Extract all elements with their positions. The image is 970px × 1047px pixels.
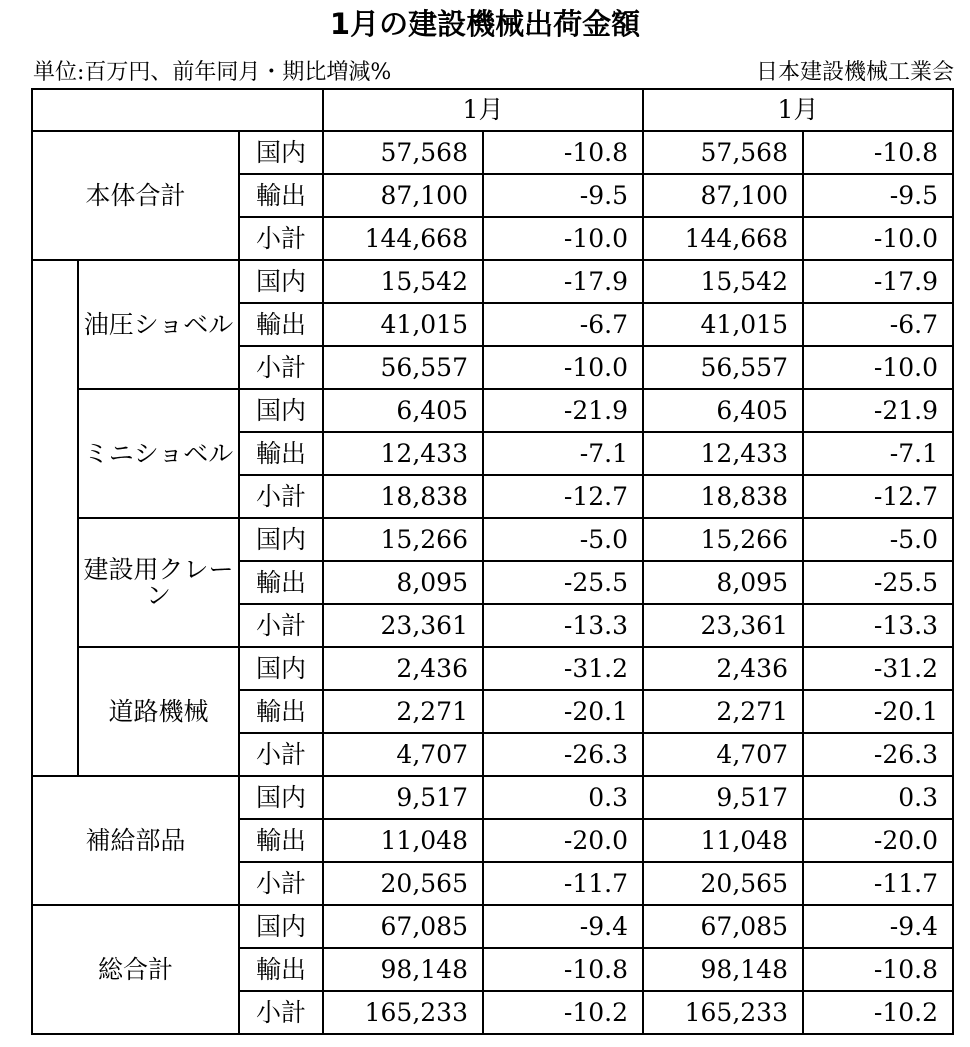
change-period1: -13.3 <box>483 604 643 647</box>
row-kind-label: 輸出 <box>239 948 323 991</box>
row-kind-label: 輸出 <box>239 432 323 475</box>
unit-note: 単位:百万円、前年同月・期比増減% <box>33 60 392 85</box>
change-period1: -11.7 <box>483 862 643 905</box>
value-period2: 8,095 <box>643 561 803 604</box>
change-period2: -17.9 <box>803 260 953 303</box>
header-corner <box>32 89 323 131</box>
change-period2: -5.0 <box>803 518 953 561</box>
value-period2: 98,148 <box>643 948 803 991</box>
change-period2: -13.3 <box>803 604 953 647</box>
change-period2: -25.5 <box>803 561 953 604</box>
change-period2: -10.2 <box>803 991 953 1034</box>
category-label: 本体合計 <box>32 131 239 260</box>
value-period2: 20,565 <box>643 862 803 905</box>
indent-spacer <box>32 260 78 776</box>
change-period1: -26.3 <box>483 733 643 776</box>
value-period2: 15,266 <box>643 518 803 561</box>
value-period1: 11,048 <box>323 819 483 862</box>
subcategory-label: ミニショベル <box>78 389 239 518</box>
change-period1: -9.4 <box>483 905 643 948</box>
row-kind-label: 輸出 <box>239 819 323 862</box>
value-period1: 98,148 <box>323 948 483 991</box>
value-period2: 18,838 <box>643 475 803 518</box>
category-label: 総合計 <box>32 905 239 1034</box>
value-period1: 9,517 <box>323 776 483 819</box>
change-period1: -10.0 <box>483 346 643 389</box>
change-period2: -10.8 <box>803 131 953 174</box>
value-period1: 23,361 <box>323 604 483 647</box>
row-kind-label: 輸出 <box>239 561 323 604</box>
change-period2: -10.0 <box>803 346 953 389</box>
page-title: 1月の建設機械出荷金額 <box>329 7 641 41</box>
value-period2: 9,517 <box>643 776 803 819</box>
change-period1: -10.0 <box>483 217 643 260</box>
value-period1: 12,433 <box>323 432 483 475</box>
change-period2: -31.2 <box>803 647 953 690</box>
value-period1: 2,436 <box>323 647 483 690</box>
value-period1: 20,565 <box>323 862 483 905</box>
change-period2: -21.9 <box>803 389 953 432</box>
subcategory-label: 建設用クレーン <box>78 518 239 647</box>
change-period1: -7.1 <box>483 432 643 475</box>
value-period2: 87,100 <box>643 174 803 217</box>
row-kind-label: 国内 <box>239 905 323 948</box>
value-period2: 6,405 <box>643 389 803 432</box>
table-row <box>32 905 953 948</box>
row-kind-label: 小計 <box>239 346 323 389</box>
change-period2: -6.7 <box>803 303 953 346</box>
value-period2: 2,271 <box>643 690 803 733</box>
change-period1: -17.9 <box>483 260 643 303</box>
row-kind-label: 国内 <box>239 260 323 303</box>
value-period1: 41,015 <box>323 303 483 346</box>
value-period1: 87,100 <box>323 174 483 217</box>
change-period2: -10.8 <box>803 948 953 991</box>
column-header-period2: 1月 <box>643 89 953 131</box>
change-period1: -20.0 <box>483 819 643 862</box>
table-row <box>32 647 953 690</box>
value-period1: 165,233 <box>323 991 483 1034</box>
category-label: 補給部品 <box>32 776 239 905</box>
row-kind-label: 小計 <box>239 604 323 647</box>
change-period2: -26.3 <box>803 733 953 776</box>
table-row <box>32 518 953 561</box>
value-period1: 56,557 <box>323 346 483 389</box>
value-period1: 15,542 <box>323 260 483 303</box>
row-kind-label: 輸出 <box>239 690 323 733</box>
row-kind-label: 国内 <box>239 776 323 819</box>
table-row <box>32 389 953 432</box>
change-period2: -11.7 <box>803 862 953 905</box>
table-row <box>32 776 953 819</box>
change-period2: 0.3 <box>803 776 953 819</box>
column-header-period1: 1月 <box>323 89 643 131</box>
value-period1: 67,085 <box>323 905 483 948</box>
change-period1: -5.0 <box>483 518 643 561</box>
value-period1: 15,266 <box>323 518 483 561</box>
value-period2: 57,568 <box>643 131 803 174</box>
value-period1: 18,838 <box>323 475 483 518</box>
change-period2: -9.5 <box>803 174 953 217</box>
value-period2: 23,361 <box>643 604 803 647</box>
change-period1: -6.7 <box>483 303 643 346</box>
value-period2: 4,707 <box>643 733 803 776</box>
value-period2: 2,436 <box>643 647 803 690</box>
row-kind-label: 国内 <box>239 647 323 690</box>
change-period1: -20.1 <box>483 690 643 733</box>
change-period1: -10.8 <box>483 131 643 174</box>
subcategory-label: 道路機械 <box>78 647 239 776</box>
value-period2: 67,085 <box>643 905 803 948</box>
value-period1: 57,568 <box>323 131 483 174</box>
row-kind-label: 小計 <box>239 217 323 260</box>
change-period1: -12.7 <box>483 475 643 518</box>
change-period1: -9.5 <box>483 174 643 217</box>
change-period2: -9.4 <box>803 905 953 948</box>
table-row <box>32 131 953 174</box>
table-row <box>32 260 953 303</box>
header-row <box>32 89 953 131</box>
change-period1: -31.2 <box>483 647 643 690</box>
value-period1: 144,668 <box>323 217 483 260</box>
row-kind-label: 輸出 <box>239 303 323 346</box>
value-period1: 4,707 <box>323 733 483 776</box>
row-kind-label: 小計 <box>239 733 323 776</box>
table-body <box>32 131 953 1034</box>
change-period1: -21.9 <box>483 389 643 432</box>
change-period1: -10.2 <box>483 991 643 1034</box>
value-period2: 12,433 <box>643 432 803 475</box>
change-period1: -10.8 <box>483 948 643 991</box>
value-period1: 8,095 <box>323 561 483 604</box>
change-period1: -25.5 <box>483 561 643 604</box>
row-kind-label: 国内 <box>239 131 323 174</box>
value-period1: 2,271 <box>323 690 483 733</box>
value-period2: 165,233 <box>643 991 803 1034</box>
value-period2: 41,015 <box>643 303 803 346</box>
value-period2: 144,668 <box>643 217 803 260</box>
subcategory-label: 油圧ショベル <box>78 260 239 389</box>
row-kind-label: 国内 <box>239 389 323 432</box>
value-period2: 56,557 <box>643 346 803 389</box>
change-period1: 0.3 <box>483 776 643 819</box>
change-period2: -20.0 <box>803 819 953 862</box>
value-period2: 11,048 <box>643 819 803 862</box>
row-kind-label: 国内 <box>239 518 323 561</box>
value-period2: 15,542 <box>643 260 803 303</box>
shipment-table <box>31 88 954 1035</box>
value-period1: 6,405 <box>323 389 483 432</box>
row-kind-label: 輸出 <box>239 174 323 217</box>
change-period2: -20.1 <box>803 690 953 733</box>
row-kind-label: 小計 <box>239 862 323 905</box>
change-period2: -10.0 <box>803 217 953 260</box>
row-kind-label: 小計 <box>239 991 323 1034</box>
source-organization: 日本建設機械工業会 <box>755 60 954 85</box>
row-kind-label: 小計 <box>239 475 323 518</box>
change-period2: -12.7 <box>803 475 953 518</box>
change-period2: -7.1 <box>803 432 953 475</box>
